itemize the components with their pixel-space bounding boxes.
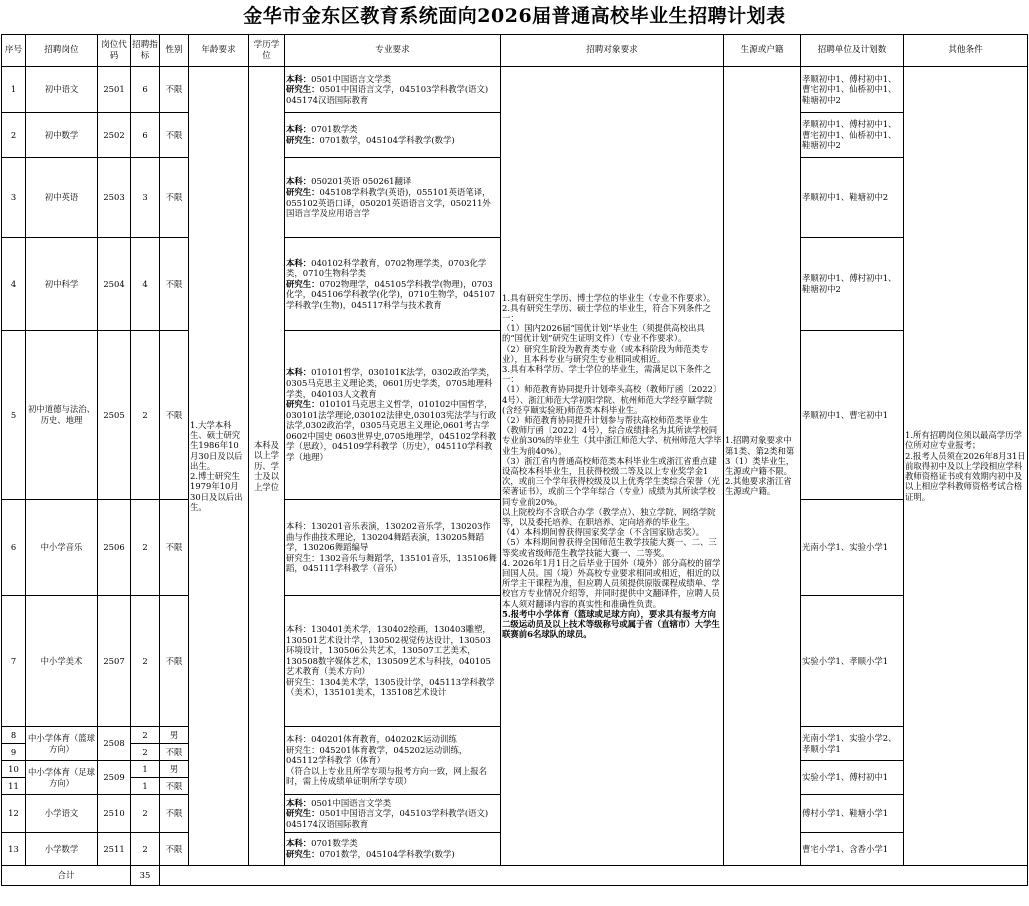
gender-cell: 不限: [160, 158, 189, 238]
units-cell: 曹宅小学1、含香小学1: [801, 833, 904, 866]
target-cell: [501, 67, 724, 866]
seq-cell: 1: [2, 67, 26, 113]
quota-cell: 3: [131, 158, 160, 238]
total-row: [2, 866, 1028, 886]
major-cell: [285, 158, 501, 238]
major-label: 研究生：: [286, 84, 320, 95]
major-cell: [285, 833, 501, 866]
units-cell: 孝顺初中1、曹宅初中1: [801, 331, 904, 500]
table-row: [2, 67, 1028, 113]
major-label: 本科：: [286, 838, 312, 849]
major-label: 研究生：: [286, 135, 320, 145]
target-line: （1）国内2026届“国优计划”毕业生（须提供高校出具的“国优计划”研究生证明文件）（专业不作要求）。: [502, 323, 705, 344]
target-line: 4. 2026年1月1日之后毕业于国外（境外）部分高校的留学回国人员。国（境）外高校专业要求相同或相近，相近的以所学主干课程为准，但应聘人员须提供原版课程成绩单、学校官方专业情况介绍等，并同时提供中文翻译件，应聘人员本人须对翻译内容的真实性和准确性负责。: [502, 557, 721, 609]
other-line: 2.报考人员须在2026年8月31日前取得初中及以上学段相应学科教师资格证书或有效期内初中及以上相应学科教师资格考试合格证明。: [905, 450, 1026, 502]
code-cell: 2505: [98, 331, 131, 500]
seq-cell: 4: [2, 238, 26, 331]
major-label: 本科：: [286, 73, 312, 84]
quota-cell: 2: [131, 331, 160, 500]
target-line: （4）本科期间曾获得国家奖学金（不含国家励志奖）。: [502, 527, 705, 538]
code-cell: 2504: [98, 238, 131, 331]
code-cell: 2502: [98, 113, 131, 158]
total-label: 合计: [2, 866, 131, 886]
target-line: （3）浙江省内普通高校师范类本科毕业生或浙江省重点建设高校本科毕业生，且获得校级二等及以上专业奖学金1次，或前三个学年获得校级及以上优秀学生类综合荣誉（光荣著证书），或前三个学年综合（专业）成绩为其所读学校同专业前20%。: [502, 455, 720, 507]
seq-cell: 2: [2, 113, 26, 158]
seq-cell: 5: [2, 331, 26, 500]
header-row: [2, 35, 1028, 67]
major-label: 研究生：: [286, 808, 320, 819]
post-cell: 中小学美术: [26, 596, 98, 727]
major-cell: [285, 67, 501, 113]
major-label: 研究生：: [286, 552, 320, 563]
seq-cell: 6: [2, 500, 26, 596]
units-cell: 孝顺初中1、傅村初中1、鞋塘初中2: [801, 238, 904, 331]
quota-cell: 4: [131, 238, 160, 331]
units-cell: 孝顺初中1、鞋塘初中2: [801, 158, 904, 238]
code-cell: 2508: [98, 727, 131, 761]
gender-cell: 不限: [160, 744, 189, 761]
major-grad: 0501中国语言文学，045103学科教学(语文) 045174汉语国际教育: [286, 808, 489, 829]
origin-cell: [724, 67, 801, 866]
total-empty: [160, 866, 1028, 886]
seq-cell: 12: [2, 795, 26, 833]
page-title: 金华市金东区教育系统面向2026届普通高校毕业生招聘计划表: [243, 5, 786, 27]
age-line: 1.大学本科生、硕士研究生1986年10月30日及以后出生。: [190, 420, 243, 471]
post-cell: 初中科学: [26, 238, 98, 331]
total-value: 35: [131, 866, 160, 886]
quota-cell: 2: [131, 596, 160, 727]
quota-cell: 2: [131, 744, 160, 761]
header-origin: 生源或户籍: [724, 35, 801, 67]
major-label: 研究生：: [286, 278, 320, 289]
target-line: 2.具有研究生学历、硕士学位的毕业生，符合下列条件之一：: [502, 302, 711, 323]
header-major: 专业要求: [285, 35, 501, 67]
major-label: 本科：: [286, 623, 312, 634]
major-cell: [285, 596, 501, 727]
header-units: 招聘单位及计划数: [801, 35, 904, 67]
header-gender: 性别: [160, 35, 189, 67]
major-label: 本科：: [286, 176, 312, 187]
gender-cell: 不限: [160, 500, 189, 596]
units-cell: 孝顺初中1、傅村初中1、曹宅初中1、仙桥初中1、鞋塘初中2: [801, 67, 904, 113]
other-line: 1.所有招聘岗位须以最高学历学位所对应专业报考；: [905, 430, 1022, 451]
code-cell: 2503: [98, 158, 131, 238]
target-line: （1）师范教育协同提升计划牵头高校（教师厅函〔2022〕4号）、浙江师范大学初阳学院、杭州师范大学经亨颐学院(含经亨颐实验班)师范类本科毕业生。: [502, 384, 722, 415]
major-label: 研究生：: [286, 849, 320, 859]
major-label: 本科：: [286, 797, 312, 808]
gender-cell: 不限: [160, 67, 189, 113]
target-line: （2）研究生阶段为教育类专业（或本科阶段为师范类专业），且本科专业与研究生专业相同或相近。: [502, 343, 709, 364]
target-line: 1.具有研究生学历、博士学位的毕业生（专业不作要求）。: [502, 292, 716, 303]
units-cell: 实验小学1、傅村初中1: [801, 761, 904, 795]
quota-cell: 2: [131, 500, 160, 596]
code-cell: 2506: [98, 500, 131, 596]
major-cell: [285, 113, 501, 158]
quota-cell: 6: [131, 67, 160, 113]
gender-cell: 不限: [160, 833, 189, 866]
units-cell: 孝顺初中1、傅村初中1、曹宅初中1、仙桥初中1、鞋塘初中2: [801, 113, 904, 158]
units-cell: 实验小学1、孝顺小学1: [801, 596, 904, 727]
target-line: （2）师范教育协同提升计划参与帮扶高校师范类毕业生（教师厅函〔2022〕4号），综合成绩排名为其所读学校同专业前30%的毕业生（其中浙江师范大学、杭州师范大学毕业生为前40%）。: [502, 414, 722, 456]
post-cell: 初中道德与法治、历史、地理: [26, 331, 98, 500]
seq-cell: 3: [2, 158, 26, 238]
major-label: 本科：: [286, 367, 312, 378]
post-cell: 初中语文: [26, 67, 98, 113]
post-cell: 初中英语: [26, 158, 98, 238]
header-quota: 招聘指标: [131, 35, 160, 67]
seq-cell: 7: [2, 596, 26, 727]
post-cell: 中小学体育（足球方向）: [26, 761, 98, 795]
seq-cell: 9: [2, 744, 26, 761]
major-cell: [285, 795, 501, 833]
quota-cell: 1: [131, 778, 160, 795]
major-undergrad: 040201体育教育，040202K运动训练: [311, 734, 457, 745]
units-cell: 光南小学1、实验小学1: [801, 500, 904, 596]
major-grad: 0501中国语言文学，045103学科教学(语文) 045174汉语国际教育: [286, 84, 489, 105]
units-cell: 光南小学1、实验小学2、孝顺小学1: [801, 727, 904, 761]
age-cell: [189, 67, 249, 866]
header-degree: 学历学位: [249, 35, 285, 67]
seq-cell: 11: [2, 778, 26, 795]
post-cell: 中小学音乐: [26, 500, 98, 596]
origin-line: 1.招聘对象要求中第1类、第2类和第3（1）类毕业生，生源或户籍不限。: [725, 435, 795, 476]
major-undergrad: 130401美术学，130402绘画，130403雕塑，130501艺术设计学，130502视觉传达设计，130503环境设计，130506公共艺术，130507工艺美术，130508数字媒体艺术，130509艺术与科技，040105艺术教育（美术方向）: [286, 623, 491, 677]
major-undergrad: 0701数学类: [311, 124, 358, 135]
code-cell: 2509: [98, 761, 131, 795]
seq-cell: 13: [2, 833, 26, 866]
major-grad: 1302音乐与舞蹈学，135101音乐，135106舞蹈，045111学科教学（音乐）: [286, 552, 497, 574]
major-grad: 045201体育教学，045202运动训练，045112学科教学（体育）: [286, 744, 468, 766]
code-cell: 2510: [98, 795, 131, 833]
gender-cell: 不限: [160, 331, 189, 500]
seq-cell: 8: [2, 727, 26, 744]
quota-cell: 1: [131, 761, 160, 778]
target-line: 以上院校均不含联合办学（教学点）、独立学院、网络学院等，以及委托培养、在职培养、定向培养的毕业生。: [502, 506, 716, 528]
major-note: （符合以上专业且所学专项与报考方向一致，网上报名时，需上传成绩单证明所学专项）: [286, 765, 487, 787]
gender-cell: 不限: [160, 795, 189, 833]
major-undergrad: 050201英语 050261翻译: [311, 176, 412, 187]
major-undergrad: 130201音乐表演，130202音乐学，130203作曲与作曲技术理论，130204舞蹈表演，130205舞蹈学，130206舞蹈编导: [286, 521, 491, 553]
code-cell: 2511: [98, 833, 131, 866]
major-undergrad: 0701数学类: [311, 838, 358, 849]
gender-cell: 不限: [160, 238, 189, 331]
major-undergrad: 0501中国语言文学类: [311, 797, 392, 808]
quota-cell: 2: [131, 795, 160, 833]
gender-cell: 不限: [160, 113, 189, 158]
major-label: 本科：: [286, 521, 312, 532]
major-grad: 0701数学，045104学科教学(数学): [319, 135, 455, 145]
major-grad: 0702物理学，045105学科教学(物理)，0703化学，045106学科教学(化学)，0710生物学，045107学科教学(生物)，045117科学与技术教育: [286, 278, 496, 310]
major-label: 研究生：: [286, 676, 320, 687]
post-cell: 小学数学: [26, 833, 98, 866]
post-cell: 初中数学: [26, 113, 98, 158]
major-label: 研究生：: [286, 744, 320, 755]
major-undergrad: 010101哲学，030101K法学，0302政治学类，0305马克思主义理论类，0601历史学类，0705地理科学类，040103人文教育: [286, 367, 495, 399]
header-age: 年龄要求: [189, 35, 249, 67]
post-cell: 小学语文: [26, 795, 98, 833]
origin-line: 2.其他要求浙江省生源或户籍。: [725, 476, 792, 497]
target-line: 3.具有本科学历、学士学位的毕业生，需满足以下条件之一：: [502, 363, 711, 385]
code-cell: 2507: [98, 596, 131, 727]
major-grad: 0701数学，045104学科教学(数学): [319, 849, 455, 859]
quota-cell: 6: [131, 113, 160, 158]
degree-cell: 本科及以上学历、学士及以上学位: [249, 67, 285, 866]
major-undergrad: 0501中国语言文学类: [311, 73, 392, 84]
major-label: 本科：: [286, 257, 312, 268]
major-cell: [285, 727, 501, 795]
target-line-bold: 5.报考中小学体育（篮球或足球方向），要求具有报考方向二级运动员及以上技术等级称号或属于省（直辖市）大学生联赛前6名球队的球员。: [502, 608, 720, 640]
gender-cell: 男: [160, 761, 189, 778]
code-cell: 2501: [98, 67, 131, 113]
other-cell: [904, 67, 1028, 866]
header-post: 招聘岗位: [26, 35, 98, 67]
header-other: 其他条件: [904, 35, 1028, 67]
header-code: 岗位代码: [98, 35, 131, 67]
units-cell: 傅村小学1、鞋塘小学1: [801, 795, 904, 833]
major-cell: [285, 500, 501, 596]
quota-cell: 2: [131, 727, 160, 744]
recruitment-table: [1, 34, 1028, 886]
major-label: 本科：: [286, 734, 312, 745]
post-cell: 中小学体育（篮球方向）: [26, 727, 98, 761]
header-target: 招聘对象要求: [501, 35, 724, 67]
quota-cell: 2: [131, 833, 160, 866]
target-line: （5）本科期间曾获得全国师范生教学技能大赛一、二、三等奖或省级师范生教学技能大赛一、二等奖。: [502, 537, 717, 558]
major-label: 研究生：: [286, 399, 320, 410]
major-grad: 045108学科教学(英语)，055101英语笔译，055102英语口译，050201英语语言文学，050211外国语言学及应用语言学: [286, 186, 491, 219]
major-cell: [285, 238, 501, 331]
major-cell: [285, 331, 501, 500]
major-label: 研究生：: [286, 186, 320, 197]
major-grad: 1304美术学，1305设计学，045113学科教学（美术），135101美术，135108艺术设计: [286, 676, 495, 698]
gender-cell: 男: [160, 727, 189, 744]
gender-cell: 不限: [160, 778, 189, 795]
major-label: 本科：: [286, 124, 312, 135]
header-seq: 序号: [2, 35, 26, 67]
age-line: 2.博士研究生1979年10月30日及以后出生。: [190, 471, 243, 512]
gender-cell: 不限: [160, 596, 189, 727]
major-grad: 010101马克思主义哲学，010102中国哲学，030101法学理论,030102法律史,030103宪法学与行政法学,0302政治学，0305马克思主义理论,0601考古学 0602中国史 0603世界史,0705地理学，045102学科教学（思政），045109学科教学（历史），045110学科教学（地理）: [286, 399, 497, 463]
seq-cell: 10: [2, 761, 26, 778]
major-undergrad: 040102科学教育，0702物理学类，0703化学类，0710生物科学类: [286, 257, 487, 279]
